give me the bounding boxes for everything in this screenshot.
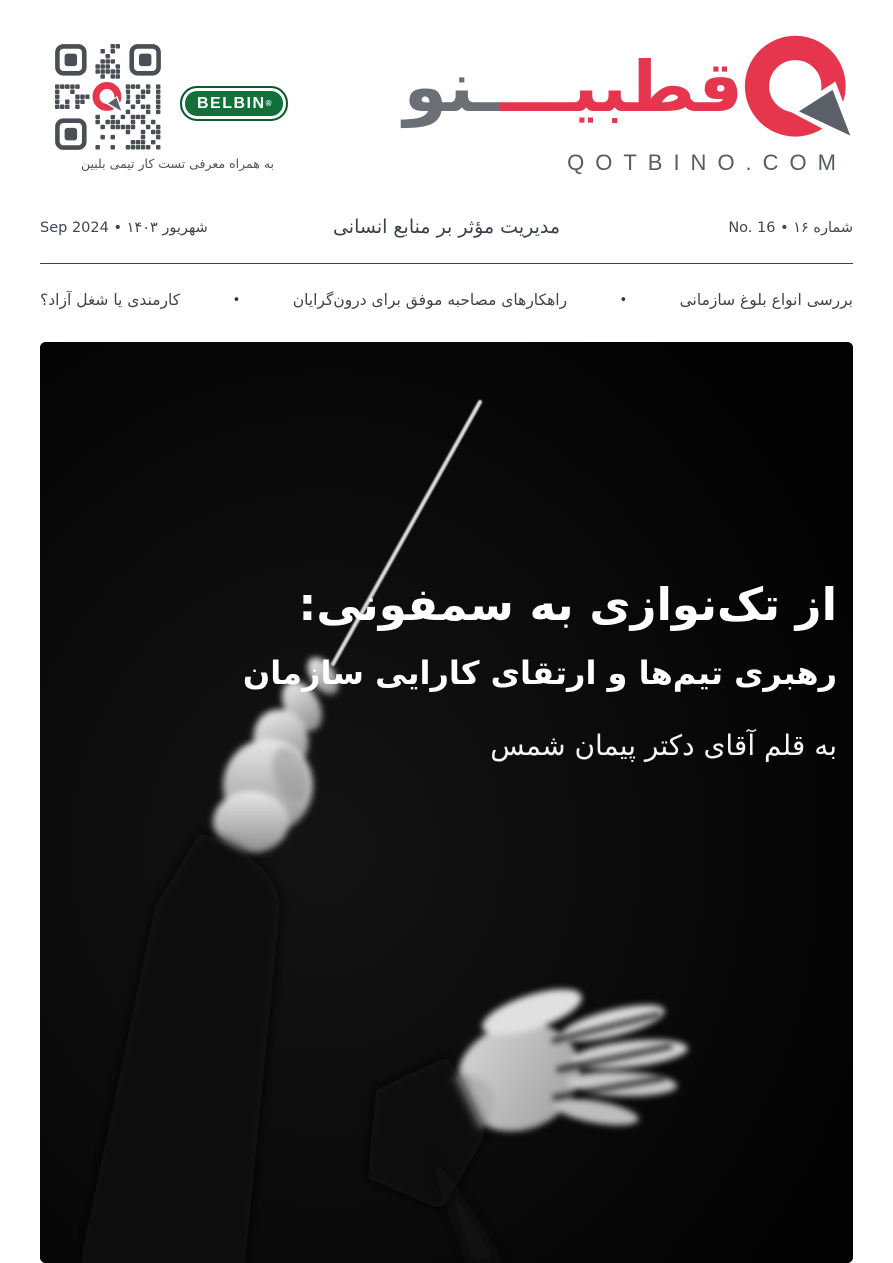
masthead-divider <box>40 263 853 264</box>
hero-title-line1: از تک‌نوازی به سمفونی: <box>298 578 837 631</box>
qr-caption: به همراه معرفی تست کار تیمی بلبین <box>80 156 275 171</box>
wordmark-gray-part: ـنو <box>403 46 501 128</box>
topics-row <box>40 284 853 316</box>
hero-cover <box>40 342 853 1263</box>
topic-bullet-icon: • <box>232 292 241 308</box>
wordmark-red-part: قطبيـــ <box>500 46 743 128</box>
masthead-issue-number: شماره ۱۶ • No. 16 <box>728 220 853 236</box>
masthead-title: مدیریت مؤثر بر منابع انسانی <box>332 216 561 238</box>
hero-byline: به قلم آقای دکتر پیمان شمس <box>490 729 837 763</box>
qr-code <box>55 44 161 150</box>
qotbino-q-icon <box>743 33 855 145</box>
topic-item-3: کارمندی یا شغل آزاد؟ <box>40 291 181 309</box>
hero-text-overlay <box>80 576 837 764</box>
hero-title-line2: رهبری تیم‌ها و ارتقای کارایی سازمان <box>242 653 837 692</box>
belbin-badge <box>180 86 288 121</box>
topic-item-2: راهکارهای مصاحبه موفق برای درون‌گرایان <box>292 291 568 309</box>
qr-center-logo <box>89 78 126 115</box>
belbin-label: BELBIN <box>197 95 266 112</box>
belbin-registered-mark: ® <box>265 99 272 108</box>
topic-item-1: بررسی انواع بلوغ سازمانی <box>679 291 853 309</box>
topic-bullet-icon: • <box>619 292 628 308</box>
masthead-date: Sep 2024 • شهریور ۱۴۰۳ <box>40 220 208 236</box>
qotbino-logo <box>403 30 855 180</box>
qotbino-wordmark <box>404 32 743 142</box>
logo-domain-text: QOTBINO.COM <box>567 150 847 175</box>
conductor-hands-photo <box>40 342 853 1263</box>
masthead <box>40 212 853 250</box>
